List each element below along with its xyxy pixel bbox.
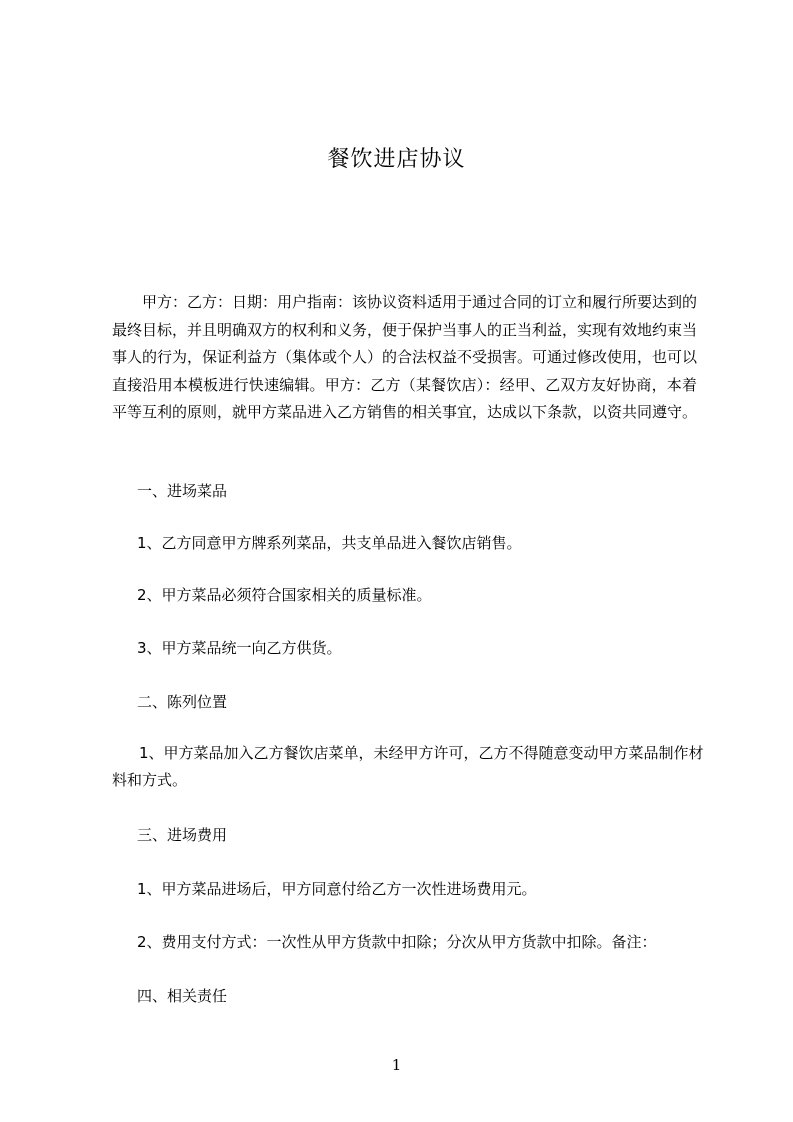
- section-heading-entry-fees: 三、进场费用: [137, 826, 228, 844]
- clause-1-2: 2、甲方菜品必须符合国家相关的质量标准。: [137, 586, 432, 604]
- section-heading-responsibilities: 四、相关责任: [137, 987, 228, 1005]
- section-heading-display-position: 二、陈列位置: [137, 693, 228, 711]
- clause-1-3: 3、甲方菜品统一向乙方供货。: [137, 639, 342, 657]
- document-title: 餐饮进店协议: [327, 147, 466, 172]
- intro-paragraph: 甲方：乙方：日期：用户指南：该协议资料适用于通过合同的订立和履行所要达到的最终目标，并且明确双方的权利和义务，便于保护当事人的正当利益，实现有效地约束当事人的行为，保证利益方（集体或个人）的合法权益不受损害。可通过修改使用，也可以直接沿用本模板进行快速编辑。甲方：乙方（某餐饮店）：经甲、乙双方友好协商，本着平等互利的原则，就甲方菜品进入乙方销售的相关事宜，达成以下条款，以资共同遵守。: [112, 293, 698, 422]
- clause-3-1: 1、甲方菜品进场后，甲方同意付给乙方一次性进场费用元。: [137, 880, 537, 898]
- section-heading-entry-dishes: 一、进场菜品: [137, 482, 228, 500]
- page-number: 1: [391, 1056, 402, 1074]
- clause-3-2: 2、费用支付方式：一次性从甲方货款中扣除；分次从甲方货款中扣除。备注：: [137, 933, 657, 951]
- clause-1-1: 1、乙方同意甲方牌系列菜品，共支单品进入餐饮店销售。: [137, 534, 522, 552]
- clause-2-1: 1、甲方菜品加入乙方餐饮店菜单，未经甲方许可，乙方不得随意变动甲方菜品制作材料和方式。: [112, 744, 704, 789]
